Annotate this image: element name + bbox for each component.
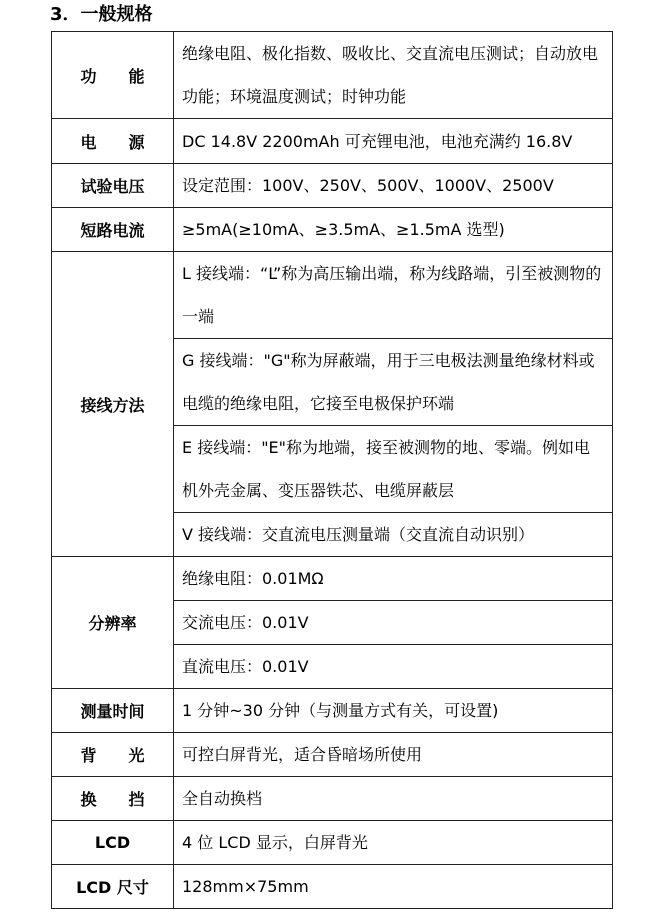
row-label-lcd-size: LCD 尺寸 — [52, 865, 174, 909]
row-value-short-circuit-current: ≥5mA(≥10mA、≥3.5mA、≥1.5mA 选型) — [174, 208, 613, 252]
row-value-resolution-dc: 直流电压：0.01V — [174, 645, 613, 689]
table-row-function — [52, 32, 613, 119]
row-value-resolution-insulation: 绝缘电阻：0.01MΩ — [174, 557, 613, 601]
row-label-backlight: 背 光 — [52, 733, 174, 777]
row-label-lcd: LCD — [52, 821, 174, 865]
row-value-range-switch: 全自动换档 — [174, 777, 613, 821]
row-label-test-voltage: 试验电压 — [52, 164, 174, 208]
row-value-wiring-g: G 接线端："G"称为屏蔽端，用于三电极法测量绝缘材料或电缆的绝缘电阻，它接至电极保护环端 — [174, 339, 613, 426]
row-label-measure-time: 测量时间 — [52, 689, 174, 733]
table-row-range-switch — [52, 777, 613, 821]
table-row-lcd — [52, 821, 613, 865]
table-row-wiring-l — [52, 252, 613, 339]
section-title: 3．一般规格 — [50, 4, 153, 25]
row-label-resolution: 分辨率 — [52, 557, 174, 689]
row-value-backlight: 可控白屏背光，适合昏暗场所使用 — [174, 733, 613, 777]
row-label-power: 电 源 — [52, 119, 174, 164]
table-row-test-voltage — [52, 164, 613, 208]
table-row-measure-time — [52, 689, 613, 733]
row-value-function: 绝缘电阻、极化指数、吸收比、交直流电压测试；自动放电功能；环境温度测试；时钟功能 — [174, 32, 613, 119]
row-value-lcd-size: 128mm×75mm — [174, 865, 613, 909]
row-label-short-circuit-current: 短路电流 — [52, 208, 174, 252]
row-value-wiring-l: L 接线端：“L”称为高压输出端，称为线路端，引至被测物的一端 — [174, 252, 613, 339]
spec-table — [51, 31, 613, 909]
table-row-lcd-size — [52, 865, 613, 909]
row-value-power: DC 14.8V 2200mAh 可充锂电池，电池充满约 16.8V — [174, 119, 613, 164]
row-label-wiring: 接线方法 — [52, 252, 174, 557]
row-value-resolution-ac: 交流电压：0.01V — [174, 601, 613, 645]
table-row-power — [52, 119, 613, 164]
table-row-resolution-insulation — [52, 557, 613, 601]
row-value-test-voltage: 设定范围：100V、250V、500V、1000V、2500V — [174, 164, 613, 208]
table-row-backlight — [52, 733, 613, 777]
row-value-lcd: 4 位 LCD 显示，白屏背光 — [174, 821, 613, 865]
row-value-wiring-e: E 接线端："E"称为地端，接至被测物的地、零端。例如电机外壳金属、变压器铁芯、电缆屏蔽层 — [174, 426, 613, 513]
table-row-short-circuit-current — [52, 208, 613, 252]
row-label-range-switch: 换 挡 — [52, 777, 174, 821]
row-label-function: 功 能 — [52, 32, 174, 119]
row-value-measure-time: 1 分钟~30 分钟（与测量方式有关，可设置) — [174, 689, 613, 733]
row-value-wiring-v: V 接线端：交直流电压测量端（交直流自动识别） — [174, 513, 613, 557]
